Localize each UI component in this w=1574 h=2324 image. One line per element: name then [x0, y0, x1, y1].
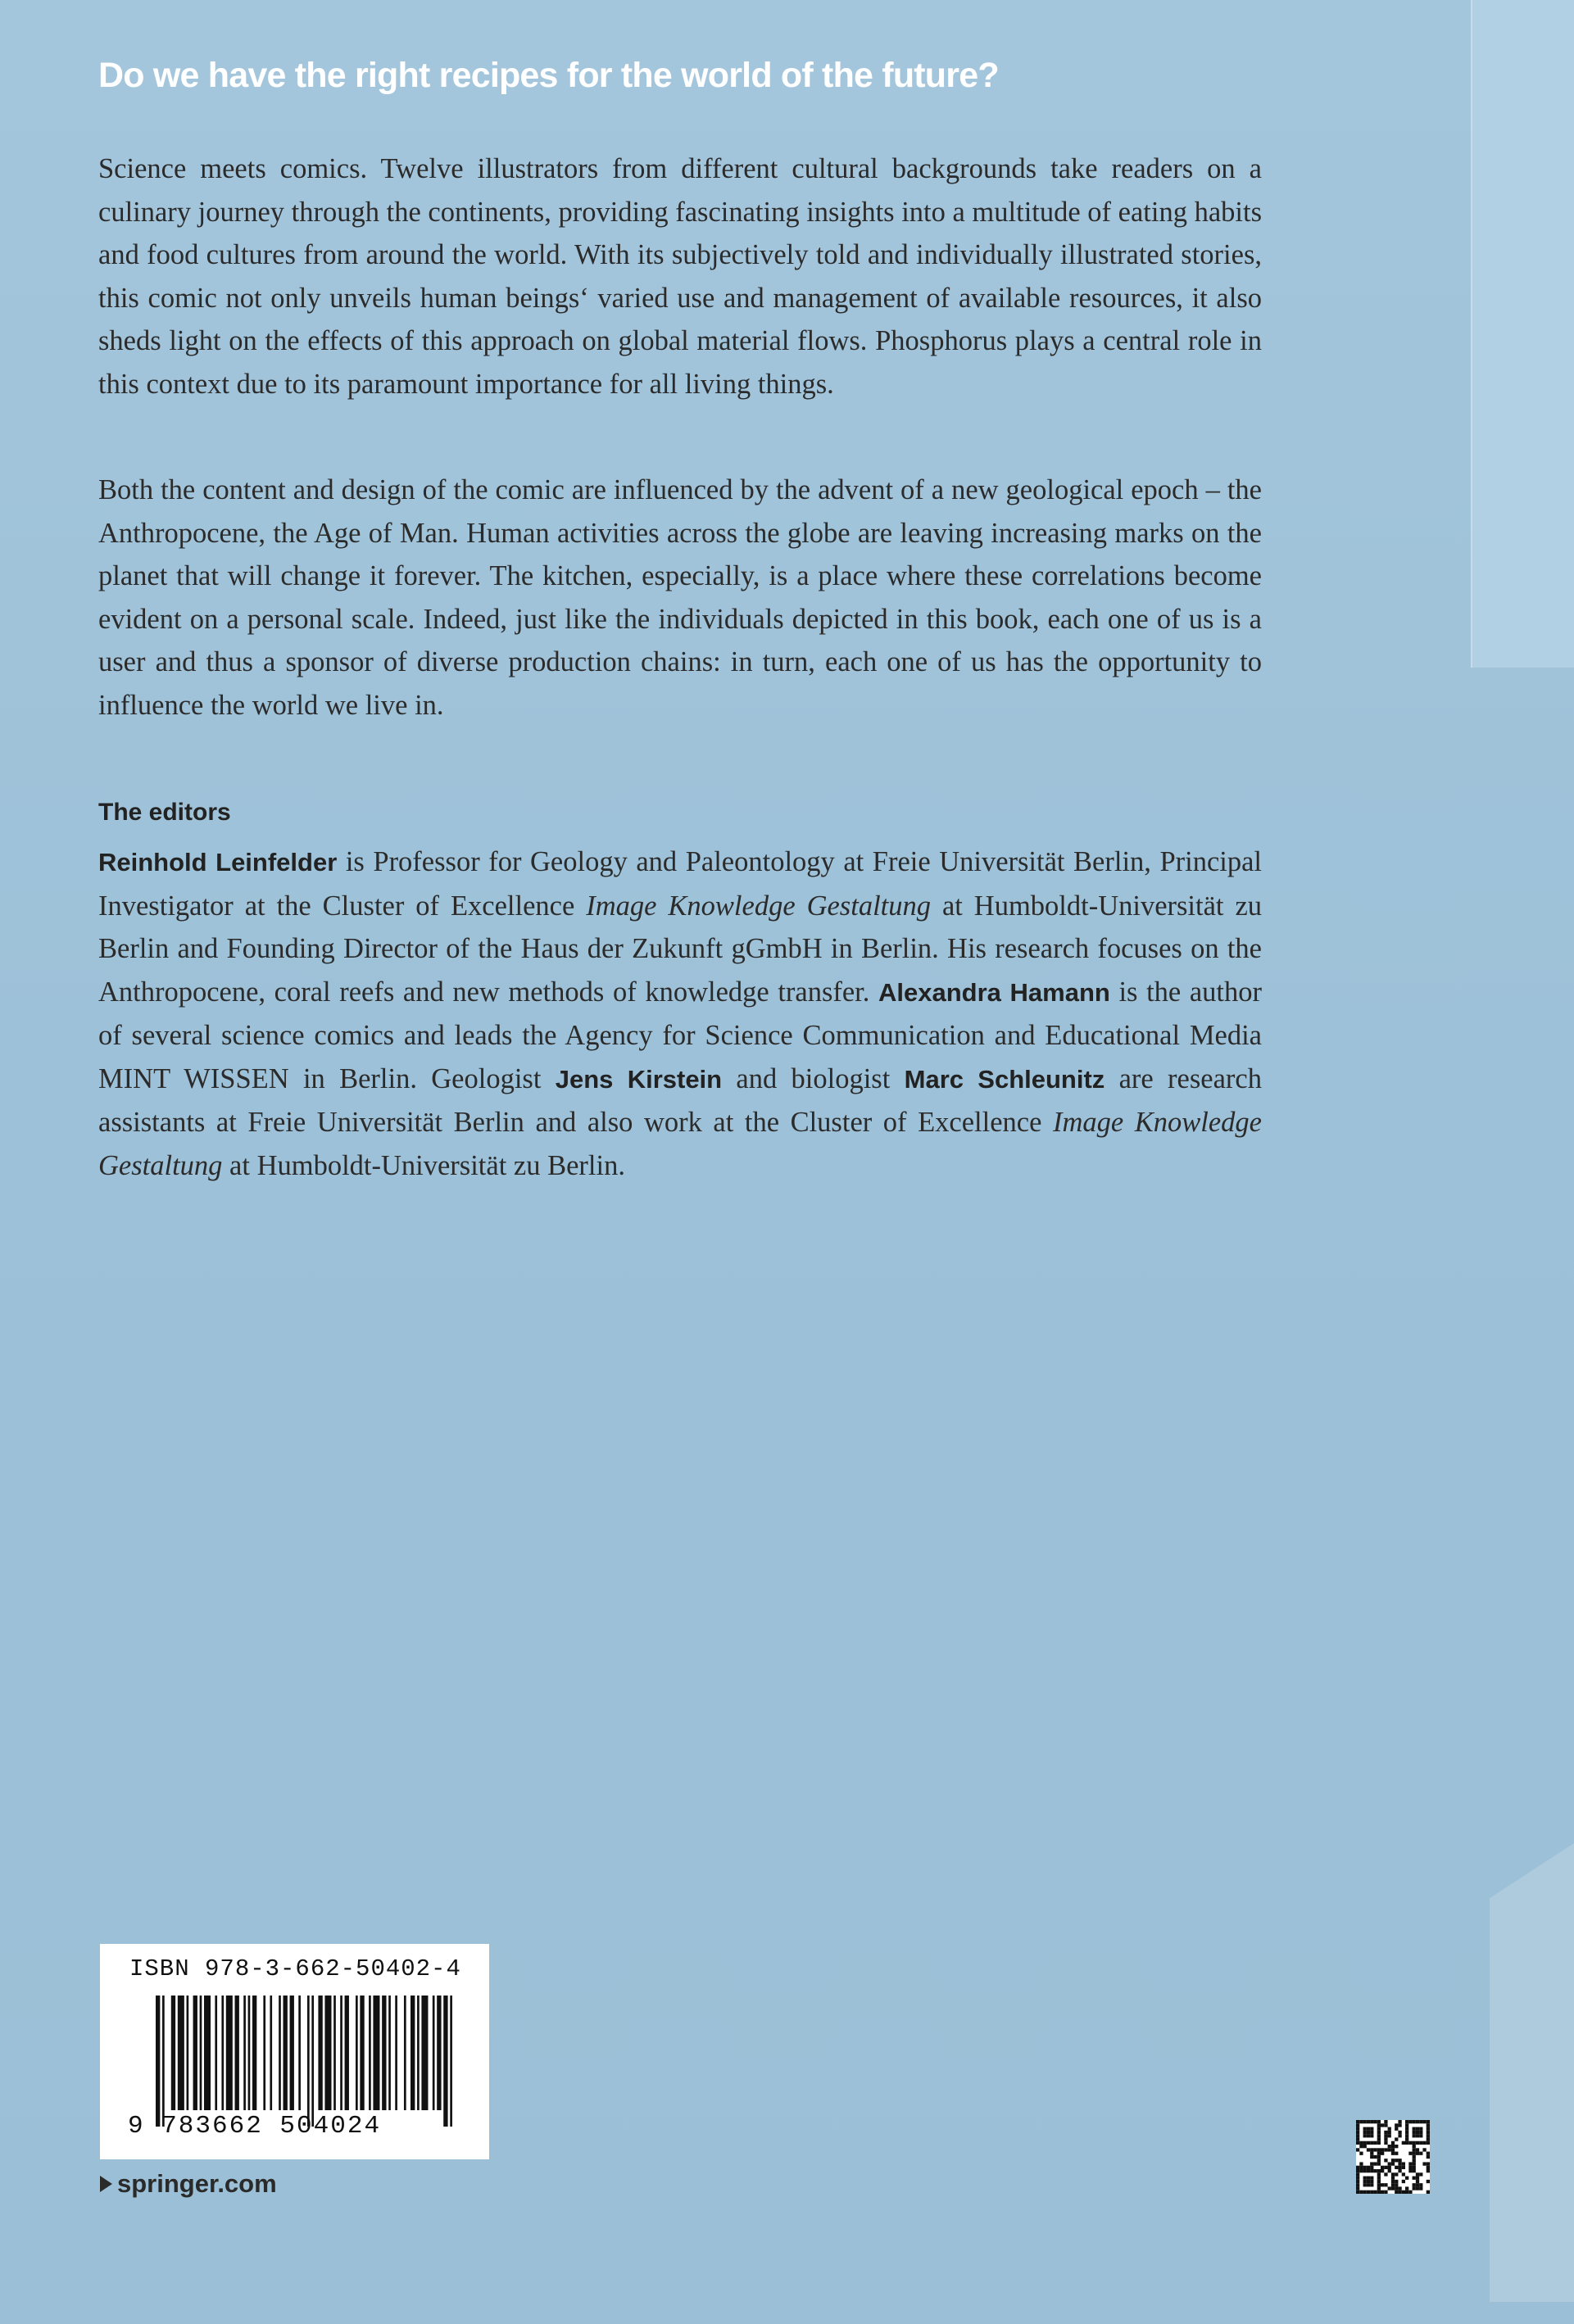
cluster-name-italic: Image Knowledge Gestaltung	[98, 1107, 1262, 1181]
arrow-right-icon	[100, 2176, 112, 2192]
editors-bio-segment: and biologist	[722, 1062, 905, 1094]
editors-bio-segment: is Professor for Geology and Paleontology at Freie Universität Berlin, Principal Investigator at the Cluster of Excellence	[98, 846, 1263, 922]
editors-heading: The editors	[98, 799, 231, 826]
editors-bio-text	[98, 840, 1262, 1187]
description-paragraph-2	[98, 469, 1262, 727]
editors-bio	[98, 840, 1262, 1187]
editor-name-leinfelder: Reinhold Leinfelder	[98, 848, 338, 877]
description-paragraph-1-text: Science meets comics. Twelve illustrators from different cultural backgrounds take readers on a culinary journey through the continents, providing fascinating insights into a multitude of eating habits and food cultures from around the world. With its subjectively told and individually illustrated stories, this comic not only unveils human beings‘ varied use and management of available resources, it also sheds light on the effects of this approach on global material flows. Phosphorus plays a central role in this context due to its paramount importance for all living things.	[98, 153, 1262, 400]
editors-bio-segment: are research assistants at Freie Universität Berlin and also work at the Cluster of Excellence	[98, 1062, 1262, 1138]
editors-bio-segment: is the author of several science comics and leads the Agency for Science Communication and Educational Media MINT WISSEN in Berlin. Geologist	[98, 976, 1263, 1094]
cover-flap-strip	[1471, 0, 1574, 668]
editor-name-hamann: Alexandra Hamann	[878, 977, 1110, 1007]
flap-edge-line	[1471, 0, 1472, 668]
headline: Do we have the right recipes for the world of the future?	[98, 56, 999, 95]
cluster-name-italic: Image Knowledge Gestaltung	[586, 890, 931, 922]
isbn-barcode-box	[100, 1944, 489, 2159]
isbn-label: ISBN 978-3-662-50402-4	[129, 1955, 461, 1982]
barcode-icon	[156, 1996, 459, 2127]
qr-code-icon	[1356, 2120, 1430, 2194]
description-paragraph-2-text: Both the content and design of the comic are influenced by the advent of a new geological epoch – the Anthropocene, the Age of Man. Human activities across the globe are leaving increasing marks on the planet that will change it forever. The kitchen, especially, is a place where these correlations become evident on a personal scale. Indeed, just like the individuals depicted in this book, each one of us is a user and thus a sponsor of diverse production chains: in turn, each one of us has the opportunity to influence the world we live in.	[98, 474, 1262, 721]
editors-bio-segment: at Humboldt-Universität zu Berlin and Founding Director of the Haus der Zukunft gGmbH in Berlin. His research focuses on the Anthropocene, coral reefs and new methods of knowledge transfer.	[98, 890, 1263, 1008]
barcode-digits: 9 783662 504024	[128, 2112, 382, 2141]
publisher-link-text: springer.com	[117, 2169, 277, 2198]
editors-bio-segment: at Humboldt-Universität zu Berlin.	[222, 1149, 625, 1181]
publisher-link[interactable]	[100, 2169, 277, 2199]
description-paragraph-1	[98, 147, 1262, 405]
editor-name-schleunitz: Marc Schleunitz	[904, 1064, 1105, 1094]
editor-name-kirstein: Jens Kirstein	[555, 1064, 723, 1094]
cover-corner-patch	[1490, 1843, 1574, 2302]
